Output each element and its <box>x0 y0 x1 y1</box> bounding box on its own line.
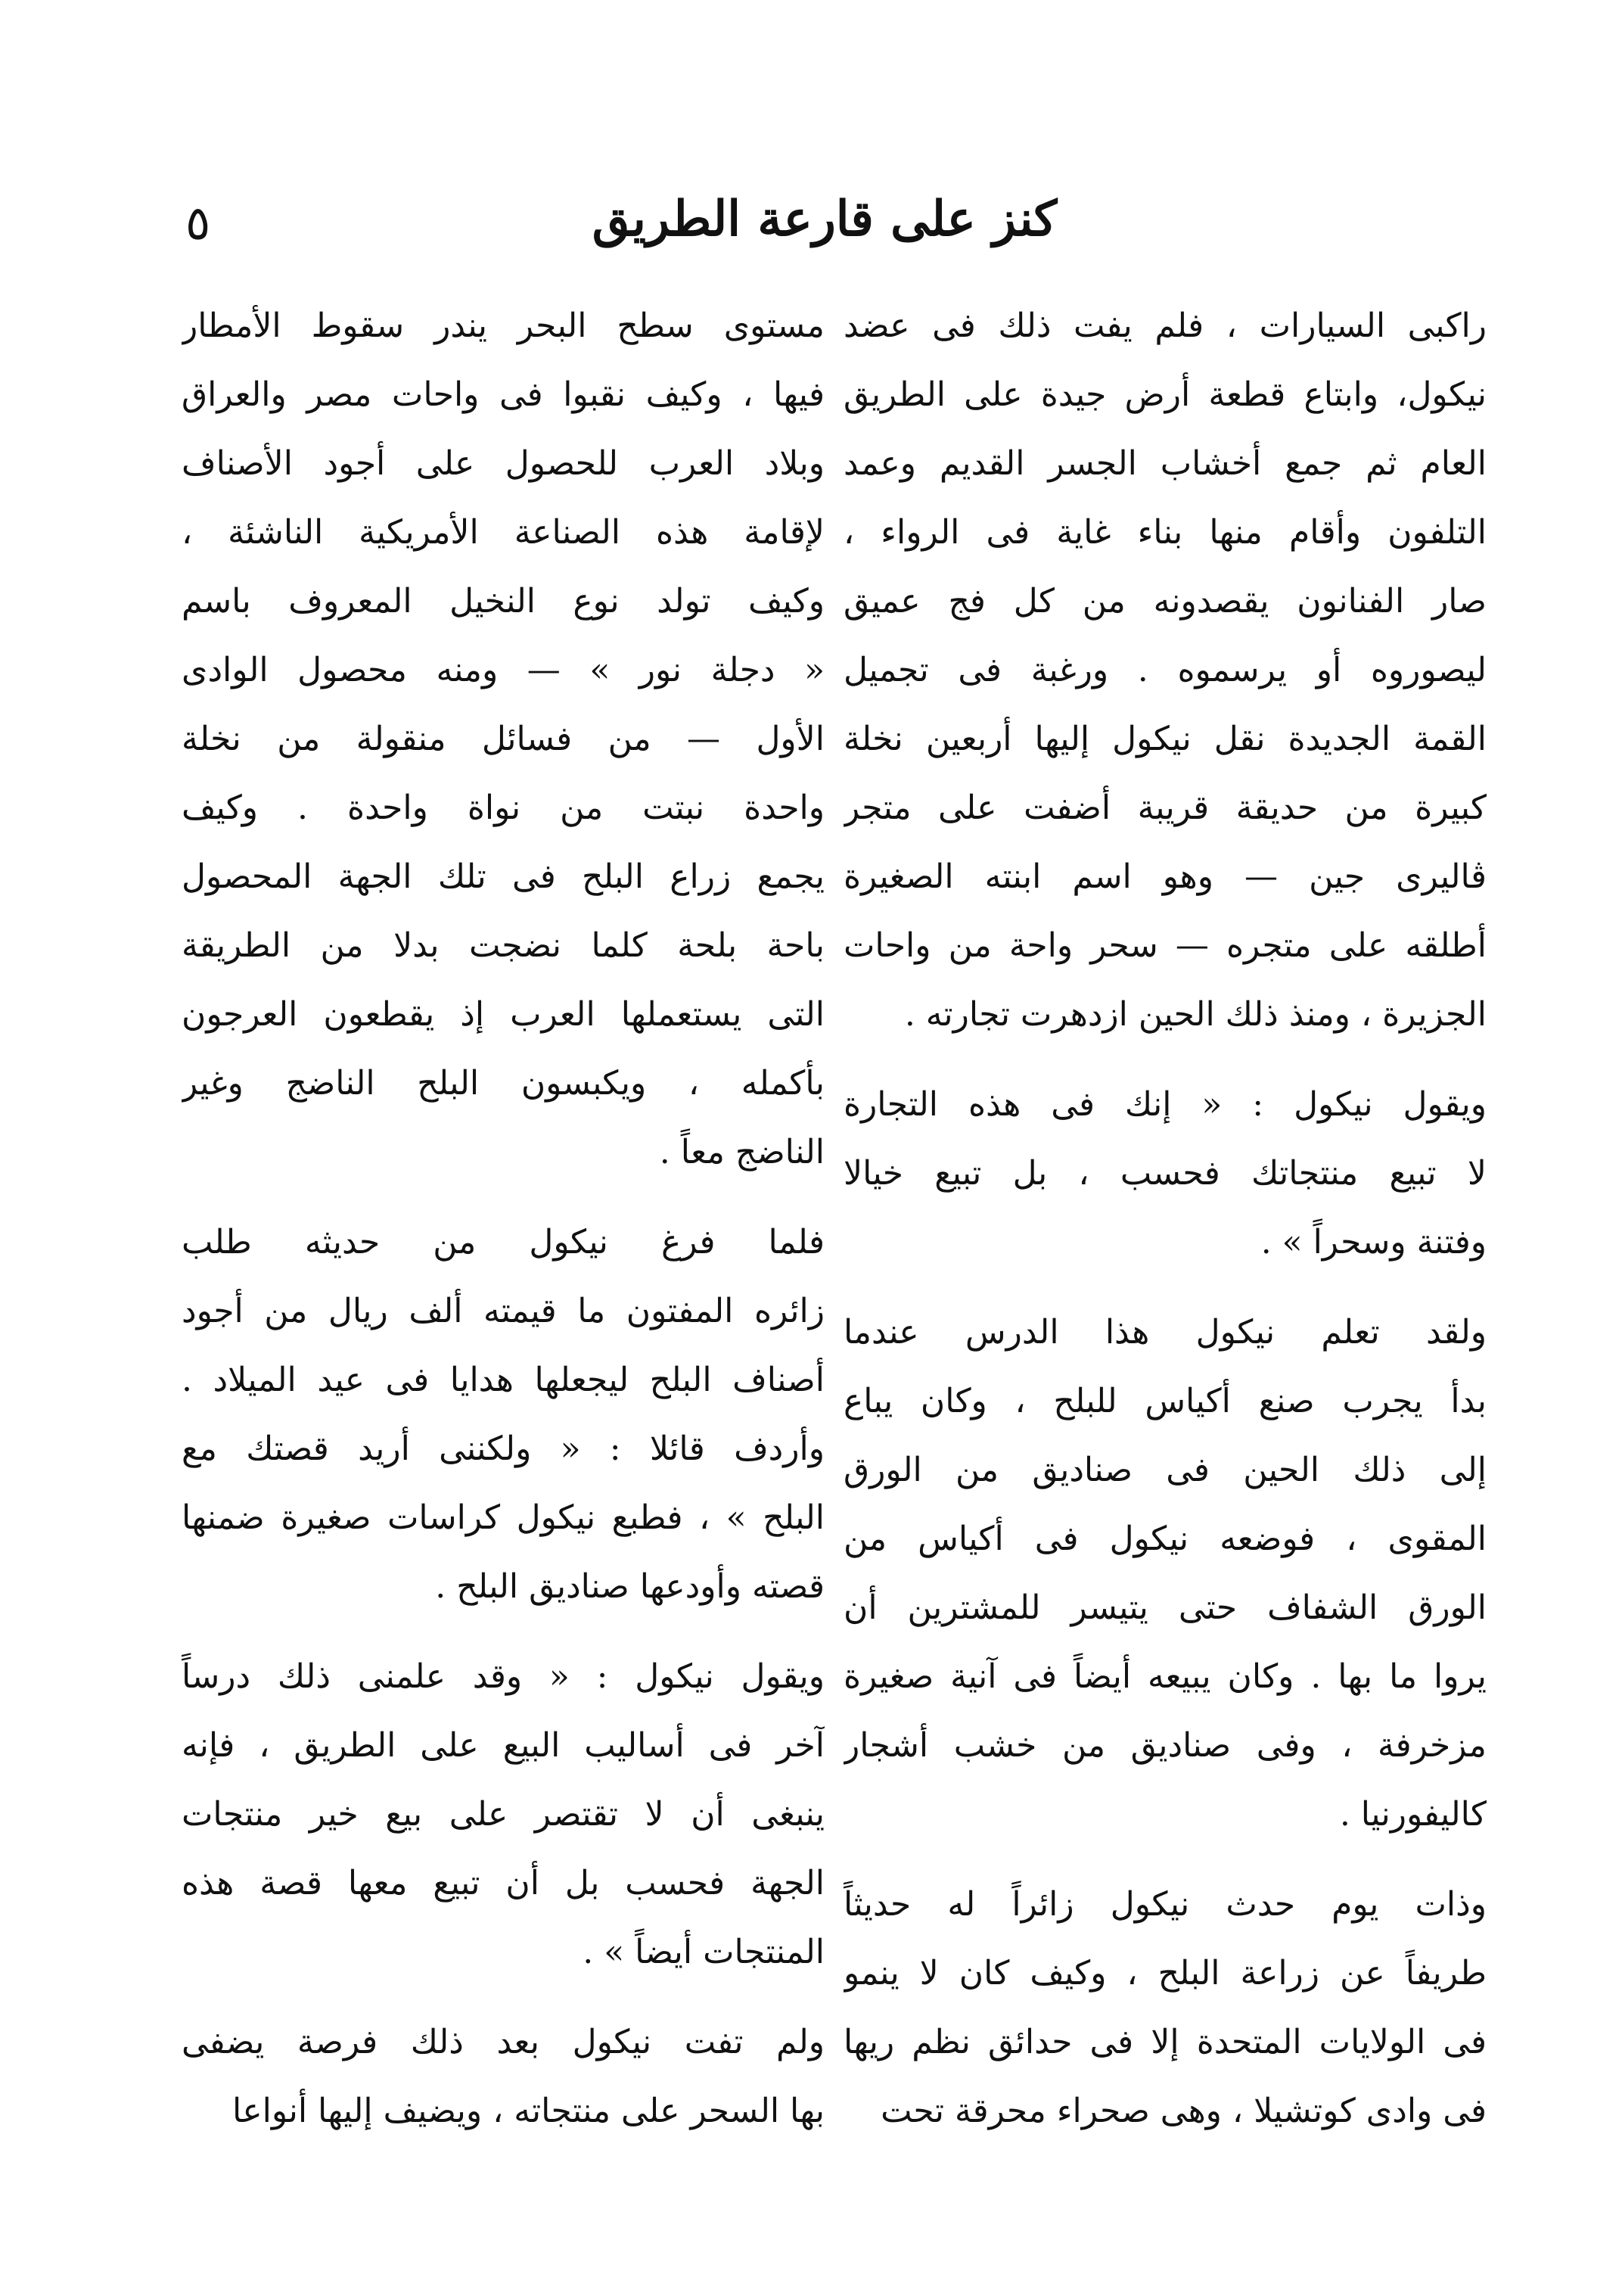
text-line: فيها ، وكيف نقبوا فى واحات مصر والعراق <box>182 375 825 414</box>
text-line: التلفون وأقام منها بناء غاية فى الرواء ، <box>844 513 1487 552</box>
text-line: الجزيرة ، ومنذ ذلك الحين ازدهرت تجارته . <box>904 995 1487 1034</box>
text-line: بأكمله ، ويكبسون البلح الناضج وغير <box>182 1064 825 1103</box>
text-line: وذات يوم حدث نيكول زائراً له حديثاً <box>844 1885 1487 1924</box>
text-line: وفتنة وسحراً » . <box>1260 1223 1487 1262</box>
text-line: البلح » ، فطبع نيكول كراسات صغيرة ضمنها <box>182 1498 825 1537</box>
text-line: مستوى سطح البحر يندر سقوط الأمطار <box>182 306 825 345</box>
text-line: بها السحر على منتجاته ، ويضيف إليها أنواعا <box>231 2092 825 2130</box>
running-title: كنز على قارعة الطريق <box>592 191 1058 247</box>
text-line: وبلاد العرب للحصول على أجود الأصناف <box>182 444 825 483</box>
text-line: المقوى ، فوضعه نيكول فى أكياس من <box>844 1520 1487 1558</box>
text-line: باحة بلحة كلما نضجت بدلا من الطريقة <box>182 926 825 965</box>
text-line: أصناف البلح ليجعلها هدايا فى عيد الميلاد . <box>182 1361 825 1399</box>
text-line: ولم تفت نيكول بعد ذلك فرصة يضفى <box>182 2023 825 2061</box>
paragraph <box>844 1070 1487 1277</box>
text-line: ويقول نيكول : « إنك فى هذه التجارة <box>844 1085 1487 1124</box>
text-line: وكيف تولد نوع النخيل المعروف باسم <box>182 582 825 621</box>
text-line: فى الولايات المتحدة إلا فى حدائق نظم ريها <box>844 2023 1487 2061</box>
text-line: ولقد تعلم نيكول هذا الدرس عندما <box>844 1313 1487 1352</box>
text-line: العام ثم جمع أخشاب الجسر القديم وعمد <box>844 444 1487 483</box>
text-line: زائره المفتون ما قيمته ألف ريال من أجود <box>182 1292 825 1330</box>
paragraph <box>182 2008 825 2145</box>
page-number: ٥ <box>185 195 211 250</box>
text-line: آخر فى أساليب البيع على الطريق ، فإنه <box>182 1726 825 1765</box>
text-line: راكبى السيارات ، فلم يفت ذلك فى عضد <box>844 306 1487 345</box>
text-line: يجمع زراع البلح فى تلك الجهة المحصول <box>182 857 825 896</box>
text-line: الأول — من فسائل منقولة من نخلة <box>182 720 825 758</box>
text-line: يروا ما بها . وكان يبيعه أيضاً فى آنية صغيرة <box>844 1657 1487 1696</box>
text-line: فى وادى كوتشيلا ، وهى صحراء محرقة تحت <box>881 2092 1487 2130</box>
text-line: كبيرة من حديقة قريبة أضفت على متجر <box>844 789 1487 827</box>
text-line: ينبغى أن لا تقتصر على بيع خير منتجات <box>182 1795 825 1834</box>
text-line: طريفاً عن زراعة البلح ، وكيف كان لا ينمو <box>844 1954 1487 1993</box>
text-line: بدأ يجرب صنع أكياس للبلح ، وكان يباع <box>844 1382 1487 1420</box>
text-line: نيكول، وابتاع قطعة أرض جيدة على الطريق <box>844 375 1487 414</box>
paragraph <box>182 1642 825 1986</box>
text-line: لإقامة هذه الصناعة الأمريكية الناشئة ، <box>182 513 825 552</box>
paragraph <box>844 1298 1487 1849</box>
text-line: فلما فرغ نيكول من حديثه طلب <box>182 1223 825 1262</box>
text-line: الورق الشفاف حتى يتيسر للمشترين أن <box>844 1588 1487 1627</box>
text-line: إلى ذلك الحين فى صناديق من الورق <box>844 1451 1487 1489</box>
text-line: صار الفنانون يقصدونه من كل فج عميق <box>844 582 1487 621</box>
text-line: أطلقه على متجره — سحر واحة من واحات <box>844 926 1487 965</box>
page-header <box>185 185 1464 269</box>
text-line: التى يستعملها العرب إذ يقطعون العرجون <box>182 995 825 1034</box>
text-line: مزخرفة ، وفى صناديق من خشب أشجار <box>844 1726 1487 1765</box>
text-line: كاليفورنيا . <box>1339 1795 1487 1834</box>
text-line: ڤاليرى جين — وهو اسم ابنته الصغيرة <box>844 857 1487 896</box>
text-line: الجهة فحسب بل أن تبيع معها قصة هذه <box>182 1864 825 1902</box>
paragraph <box>844 291 1487 1049</box>
text-line: القمة الجديدة نقل نيكول إليها أربعين نخلة <box>844 720 1487 758</box>
text-column-right <box>844 291 1487 2229</box>
text-line: واحدة نبتت من نواة واحدة . وكيف <box>182 789 825 827</box>
text-line: الناضج معاً . <box>659 1133 825 1171</box>
paragraph <box>182 291 825 1187</box>
text-line: لا تبيع منتجاتك فحسب ، بل تبيع خيالا <box>844 1154 1487 1193</box>
paragraph <box>182 1208 825 1621</box>
text-line: قصته وأودعها صناديق البلح . <box>435 1567 825 1606</box>
text-column-left <box>182 291 825 2229</box>
text-line: ويقول نيكول : « وقد علمنى ذلك درساً <box>182 1657 825 1696</box>
paragraph <box>844 1870 1487 2145</box>
text-line: وأردف قائلا : « ولكننى أريد قصتك مع <box>182 1430 825 1468</box>
text-line: ليصوروه أو يرسموه . ورغبة فى تجميل <box>844 651 1487 689</box>
text-line: المنتجات أيضاً » . <box>583 1933 825 1971</box>
text-line: « دجلة نور » — ومنه محصول الوادى <box>182 651 825 689</box>
